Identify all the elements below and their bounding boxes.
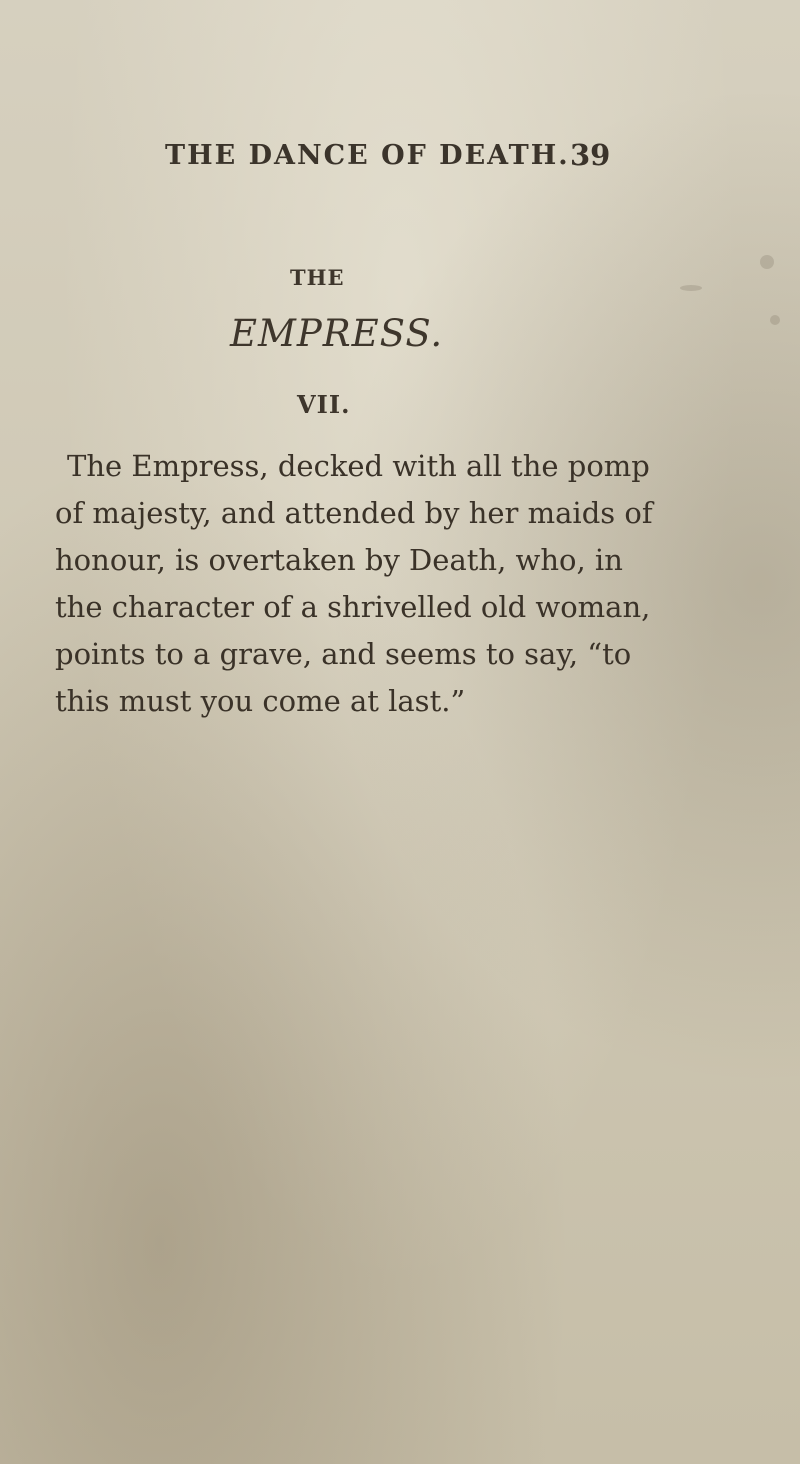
text-line: this must you come at last.”	[55, 684, 466, 718]
text-line: the character of a shrivelled old woman,	[55, 590, 651, 624]
section-heading-article: THE	[290, 265, 345, 290]
running-head-title: THE DANCE OF DEATH.	[165, 140, 570, 171]
section-number: VII.	[297, 390, 351, 419]
text-line: points to a grave, and seems to say, “to	[55, 637, 632, 671]
paper-stain	[770, 315, 780, 325]
paper-stain	[760, 255, 774, 269]
text-line: honour, is overtaken by Death, who, in	[55, 543, 623, 577]
text-line: The Empress, decked with all the pomp	[67, 449, 650, 483]
paper-stain	[680, 285, 702, 291]
text-line: of majesty, and attended by her maids of	[55, 496, 653, 530]
section-title: EMPRESS.	[230, 312, 444, 355]
body-paragraph	[55, 443, 653, 725]
page-number: 39	[570, 138, 611, 172]
running-head	[0, 140, 800, 180]
